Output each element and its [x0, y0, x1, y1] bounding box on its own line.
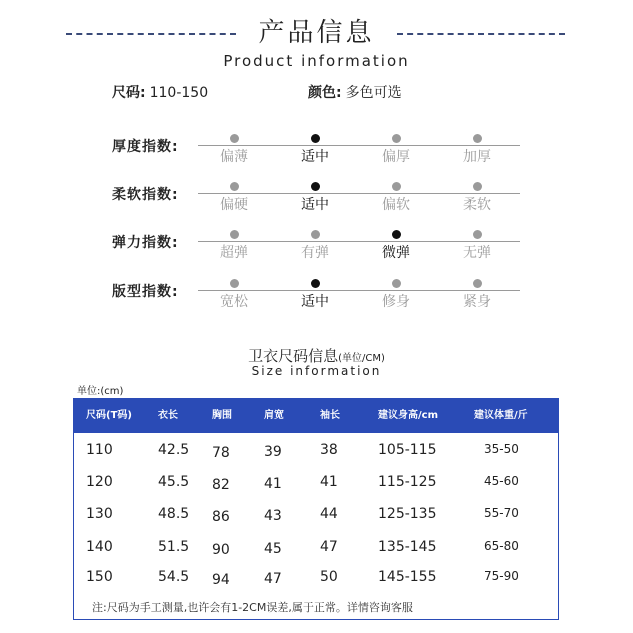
- size-table-column-header: 胸围: [212, 410, 232, 421]
- table-cell: 55-70: [484, 506, 519, 520]
- index-dot: [311, 230, 320, 239]
- size-spec-value: 110-150: [149, 85, 209, 101]
- index-dot: [230, 134, 239, 143]
- index-dot-selected: [311, 182, 320, 191]
- size-info-subtitle: Size information: [251, 364, 382, 378]
- table-cell: 42.5: [158, 442, 190, 458]
- size-spec: [112, 82, 208, 102]
- table-cell: 47: [320, 539, 338, 555]
- index-option: 超弹: [220, 245, 248, 261]
- page-title: 产品信息: [258, 18, 375, 48]
- index-dot: [392, 182, 401, 191]
- table-cell: 38: [320, 442, 338, 458]
- index-option: 加厚: [463, 149, 491, 165]
- table-cell: 41: [264, 476, 282, 492]
- size-spec-label: 尺码:: [112, 85, 146, 101]
- table-cell: 125-135: [378, 506, 437, 522]
- size-table-column-header: 建议体重/斤: [474, 410, 528, 421]
- table-cell: 110: [86, 442, 113, 458]
- color-spec-value: 多色可选: [345, 85, 402, 101]
- index-dot-selected: [311, 134, 320, 143]
- index-option: 偏硬: [220, 197, 248, 213]
- index-dot-selected: [311, 279, 320, 288]
- table-cell: 45.5: [158, 474, 190, 490]
- table-cell: 140: [86, 539, 113, 555]
- size-table-column-header: 建议身高/cm: [378, 410, 438, 421]
- index-dot: [473, 279, 482, 288]
- index-dot: [473, 230, 482, 239]
- table-cell: 45-60: [484, 474, 519, 488]
- index-option: 修身: [382, 294, 410, 310]
- table-cell: 39: [264, 444, 282, 460]
- measurement-note: 注:尺码为手工测量,也许会有1-2CM误差,属于正常。详情咨询客服: [92, 601, 413, 614]
- unit-label: 单位:(cm): [77, 386, 124, 397]
- table-cell: 45: [264, 541, 282, 557]
- table-cell: 75-90: [484, 569, 519, 583]
- table-cell: 47: [264, 571, 282, 587]
- index-option: 适中: [301, 294, 329, 310]
- table-cell: 43: [264, 508, 282, 524]
- size-table-column-header: 尺码(T码): [86, 410, 132, 421]
- index-option: 偏薄: [220, 149, 248, 165]
- table-cell: 50: [320, 569, 338, 585]
- table-cell: 150: [86, 569, 113, 585]
- index-dot: [392, 279, 401, 288]
- color-spec: [308, 82, 402, 102]
- size-info-title-text: 卫衣尺码信息: [248, 347, 339, 365]
- index-dot: [230, 230, 239, 239]
- table-cell: 145-155: [378, 569, 437, 585]
- size-info-unit: (单位/CM): [338, 353, 385, 364]
- index-label: 厚度指数:: [112, 139, 179, 155]
- table-cell: 65-80: [484, 539, 519, 553]
- index-label: 弹力指数:: [112, 235, 179, 251]
- size-table-column-header: 衣长: [158, 410, 178, 421]
- index-option: 适中: [301, 197, 329, 213]
- index-option: 微弹: [382, 245, 410, 261]
- index-dot: [392, 134, 401, 143]
- size-table-column-header: 袖长: [320, 410, 340, 421]
- index-dot: [473, 182, 482, 191]
- table-cell: 86: [212, 509, 230, 525]
- index-dot-selected: [392, 230, 401, 239]
- table-cell: 90: [212, 542, 230, 558]
- table-cell: 105-115: [378, 442, 437, 458]
- color-spec-label: 颜色:: [308, 85, 342, 101]
- table-cell: 51.5: [158, 539, 190, 555]
- index-option: 宽松: [220, 294, 248, 310]
- table-cell: 35-50: [484, 442, 519, 456]
- table-cell: 54.5: [158, 569, 190, 585]
- size-table-column-header: 肩宽: [264, 410, 284, 421]
- table-cell: 48.5: [158, 506, 190, 522]
- page-subtitle: Product information: [223, 52, 410, 70]
- index-option: 有弹: [301, 245, 329, 261]
- size-table-header: [74, 399, 558, 433]
- index-option: 柔软: [463, 197, 491, 213]
- table-cell: 135-145: [378, 539, 437, 555]
- index-option: 紧身: [463, 294, 491, 310]
- index-option: 适中: [301, 149, 329, 165]
- index-dot: [230, 182, 239, 191]
- size-table: [73, 398, 559, 620]
- index-label: 柔软指数:: [112, 187, 179, 203]
- index-option: 偏软: [382, 197, 410, 213]
- table-cell: 94: [212, 572, 230, 588]
- size-info-title: [0, 345, 633, 366]
- table-cell: 120: [86, 474, 113, 490]
- index-dot: [230, 279, 239, 288]
- index-dot: [473, 134, 482, 143]
- index-label: 版型指数:: [112, 284, 179, 300]
- table-cell: 115-125: [378, 474, 437, 490]
- table-cell: 44: [320, 506, 338, 522]
- index-option: 无弹: [463, 245, 491, 261]
- table-cell: 130: [86, 506, 113, 522]
- table-cell: 41: [320, 474, 338, 490]
- table-cell: 82: [212, 477, 230, 493]
- index-option: 偏厚: [382, 149, 410, 165]
- table-cell: 78: [212, 445, 230, 461]
